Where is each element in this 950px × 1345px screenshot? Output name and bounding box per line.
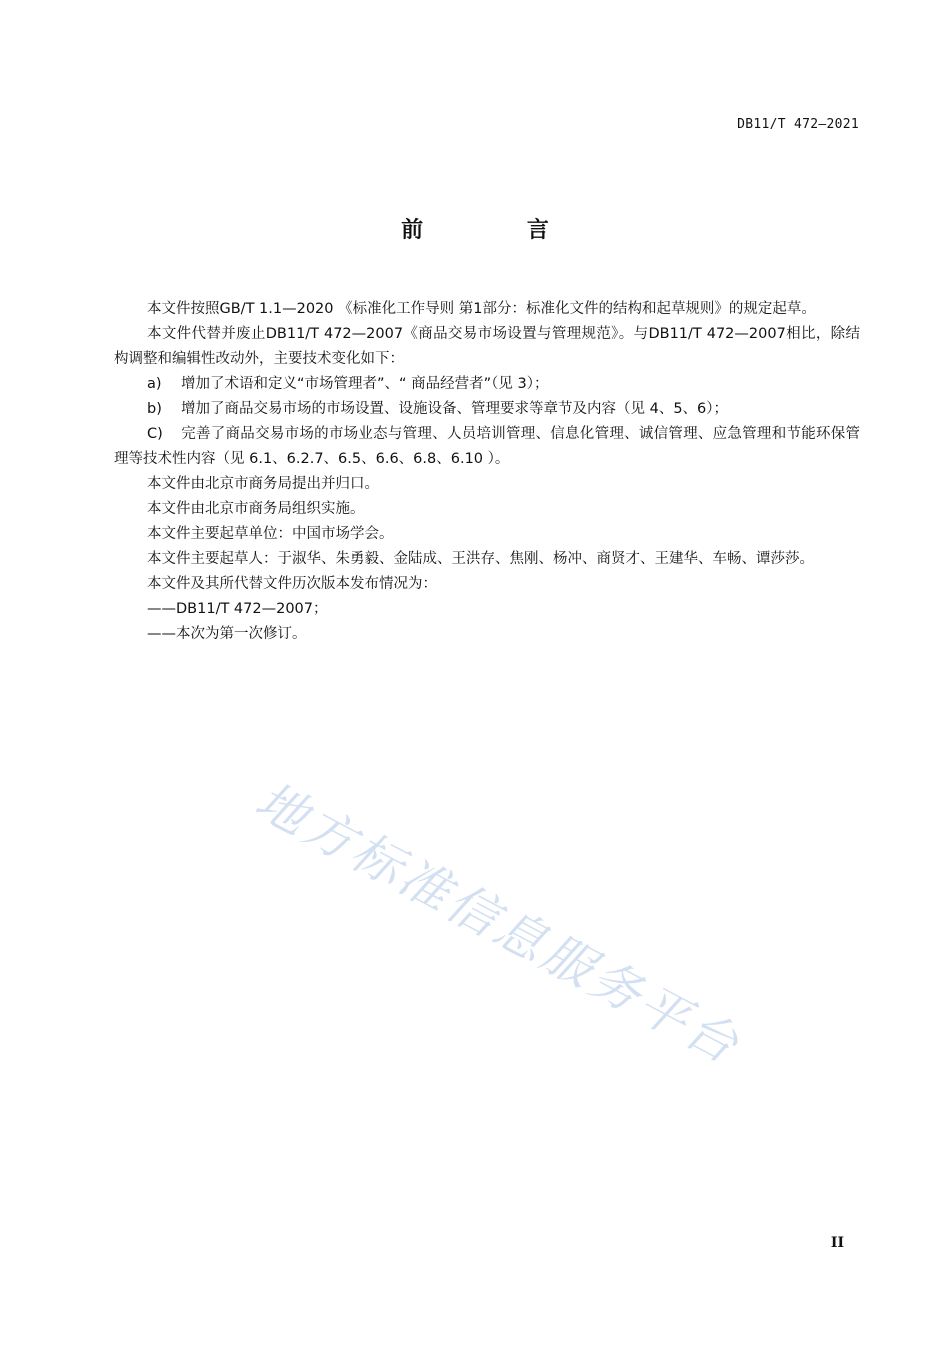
paragraph-drafting-unit: 本文件主要起草单位：中国市场学会。 bbox=[147, 526, 394, 542]
list-marker: a) bbox=[147, 376, 162, 392]
watermark: 地方标准信息服务平台 bbox=[246, 771, 751, 1076]
paragraph-proposer: 本文件由北京市商务局提出并归口。 bbox=[147, 476, 379, 492]
list-item-text: 完善了商品交易市场的市场业态与管理、人员培训管理、信息化管理、诚信管理、应急管理和节能环保管理等技术性内容（见 6.1、6.2.7、6.5、6.6、6.8、6.10 ）。 bbox=[114, 426, 860, 467]
list-item-a bbox=[114, 372, 860, 397]
list-item-b bbox=[114, 397, 860, 422]
list-marker: b) bbox=[147, 401, 162, 417]
paragraph-replacement: 本文件代替并废止DB11/T 472—2007《商品交易市场设置与管理规范》。与DB11/T 472—2007相比，除结构调整和编辑性改动外，主要技术变化如下： bbox=[114, 326, 860, 367]
preface-body bbox=[114, 297, 860, 647]
page-number: II bbox=[830, 1235, 844, 1251]
standard-code-header: DB11/T 472—2021 bbox=[737, 117, 859, 132]
list-item-text: 增加了商品交易市场的市场设置、设施设备、管理要求等章节及内容（见 4、5、6）； bbox=[181, 401, 729, 417]
list-marker: C) bbox=[147, 426, 163, 442]
paragraph-version-history: 本文件及其所代替文件历次版本发布情况为： bbox=[147, 576, 437, 592]
paragraph-drafters: 本文件主要起草人：于淑华、朱勇毅、金陆成、王洪存、焦刚、杨冲、商贤才、王建华、车畅、谭莎莎。 bbox=[147, 551, 814, 567]
paragraph-drafting-rules: 本文件按照GB/T 1.1—2020 《标准化工作导则 第1部分：标准化文件的结构和起草规则》的规定起草。 bbox=[147, 301, 816, 317]
list-item-text: 增加了术语和定义“市场管理者”、“ 商品经营者”（见 3）； bbox=[181, 376, 549, 392]
page-title: 前 言 bbox=[401, 218, 597, 243]
history-item: ——本次为第一次修订。 bbox=[147, 626, 307, 642]
list-item-c bbox=[114, 422, 860, 472]
history-item: ——DB11/T 472—2007； bbox=[147, 601, 328, 617]
paragraph-implementer: 本文件由北京市商务局组织实施。 bbox=[147, 501, 365, 517]
